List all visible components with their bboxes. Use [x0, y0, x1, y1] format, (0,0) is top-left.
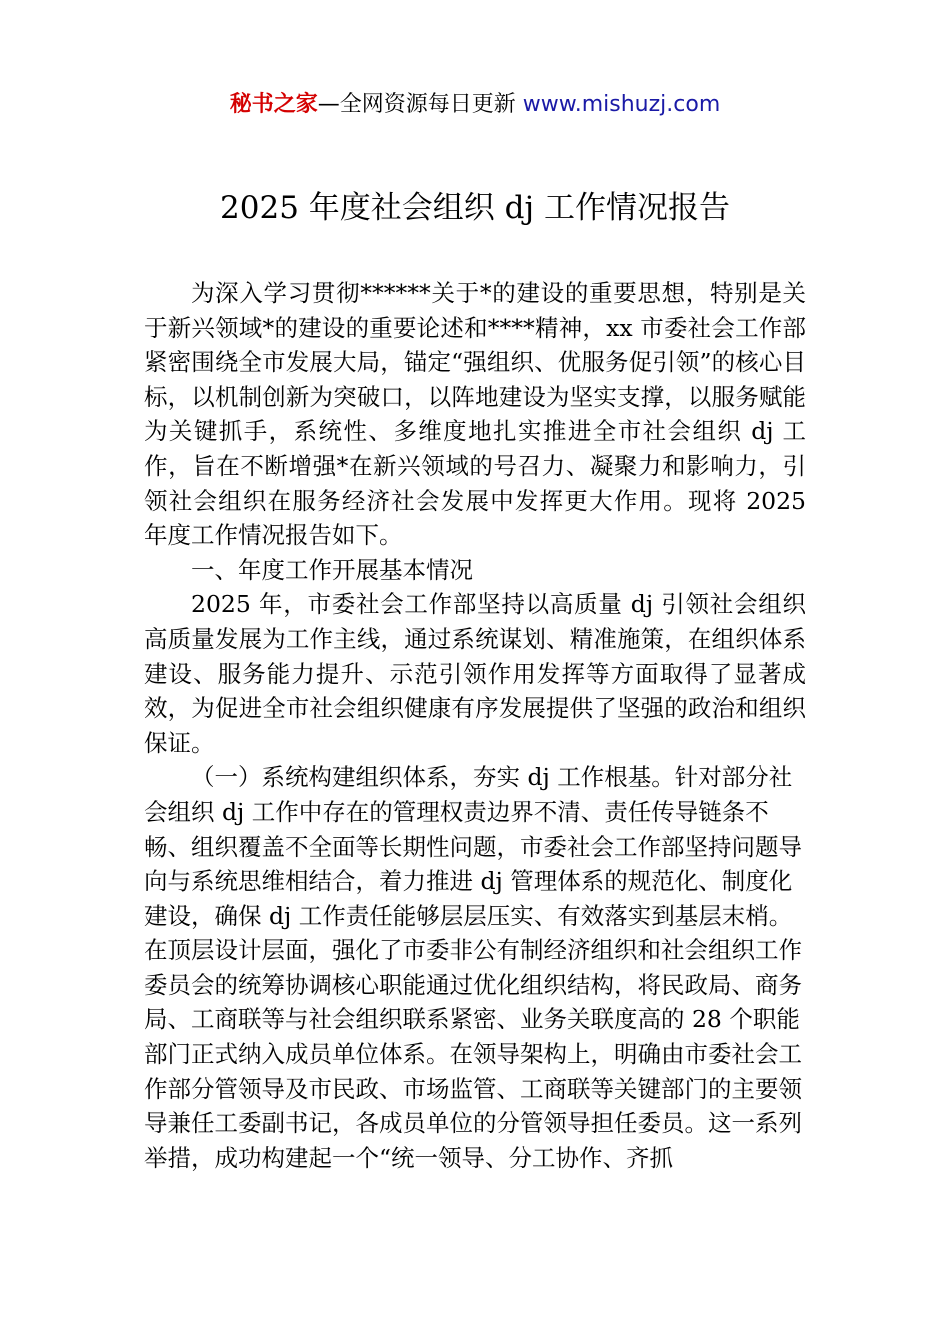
document-title: 2025 年度社会组织 dj 工作情况报告 — [220, 190, 730, 226]
document-body — [144, 276, 806, 1175]
header-tagline: —全网资源每日更新 — [317, 92, 523, 117]
brand-name: 秘书之家 — [229, 92, 318, 117]
site-header — [0, 90, 950, 120]
subsection-paragraph: （一）系统构建组织体系，夯实 dj 工作根基。针对部分社会组织 dj 工作中存在的管理权责边界不清、责任传导链条不畅、组织覆盖不全面等长期性问题，市委社会工作部坚持问题导向与系统思维相结合，着力推进 dj 管理体系的规范化、制度化建设，确保 dj 工作责任能够层层压实、有效落实到基层末梢。在顶层设计层面，强化了市委非公有制经济组织和社会组织工作委员会的统筹协调核心职能通过优化组织结构，将民政局、商务局、工商联等与社会组织联系紧密、业务关联度高的 28 个职能部门正式纳入成员单位体系。在领导架构上，明确由市委社会工作部分管领导及市民政、市场监管、工商联等关键部门的主要领导兼任工委副书记，各成员单位的分管领导担任委员。这一系列举措，成功构建起一个“统一领导、分工协作、齐抓 — [144, 763, 802, 1172]
intro-paragraph: 为深入学习贯彻******关于*的建设的重要思想，特别是关于新兴领域*的建设的重要论述和****精神，xx 市委社会工作部紧密围绕全市发展大局，锚定“强组织、优服务促引领”的核心目标，以机制创新为突破口，以阵地建设为坚实支撑，以服务赋能为关键抓手，系统性、多维度地扎实推进全市社会组织 dj 工作，旨在不断增强*在新兴领域的号召力、凝聚力和影响力，引领社会组织在服务经济社会发展中发挥更大作用。现将 2025 年度工作情况报告如下。 — [144, 279, 806, 550]
section-heading: 一、年度工作开展基本情况 — [191, 555, 473, 584]
site-url-link[interactable]: www.mishuzj.com — [522, 92, 721, 117]
section-paragraph: 2025 年，市委社会工作部坚持以高质量 dj 引领社会组织高质量发展为工作主线，通过系统谋划、精准施策，在组织体系建设、服务能力提升、示范引领作用发挥等方面取得了显著成效，为促进全市社会组织健康有序发展提供了坚强的政治和组织保证。 — [144, 590, 806, 757]
